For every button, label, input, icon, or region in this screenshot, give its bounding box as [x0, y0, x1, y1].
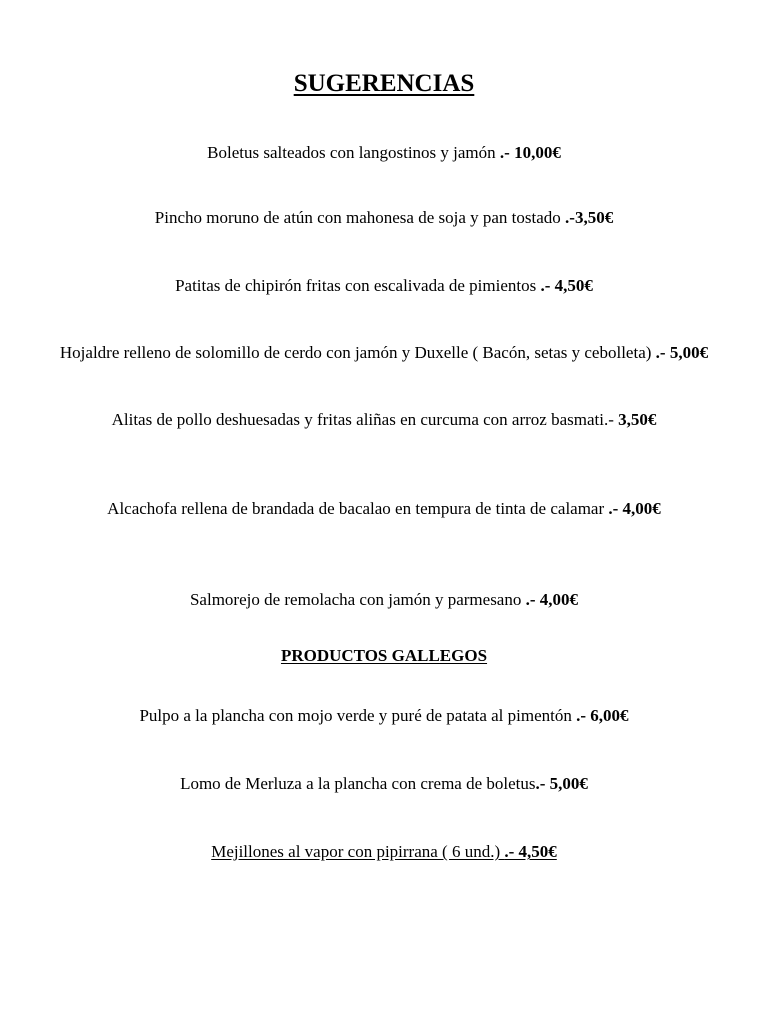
item-price: .- 4,50€	[504, 842, 557, 861]
item-description: Salmorejo de remolacha con jamón y parmesano	[189, 590, 526, 609]
item-price: .- 6,00€	[576, 706, 629, 725]
menu-item-pincho-moruno	[64, 206, 704, 229]
item-price: 3,50€	[618, 410, 657, 429]
item-price: .- 4,00€	[608, 499, 661, 518]
section-title-productos-gallegos: PRODUCTOS GALLEGOS	[280, 646, 488, 665]
item-price: .- 10,00€	[499, 143, 561, 162]
menu-item-alitas-pollo	[56, 408, 712, 431]
item-description: Boletus salteados con langostinos y jamón	[207, 143, 500, 162]
item-price: .- 5,00€	[655, 343, 709, 362]
item-description: Lomo de Merluza a la plancha con crema de boletus	[180, 774, 536, 793]
item-description: Alitas de pollo deshuesadas y fritas aliñas en curcuma con arroz basmati.-	[111, 410, 619, 429]
item-price: .- 4,00€	[525, 590, 579, 609]
menu-item-mejillones	[64, 840, 704, 863]
menu-item-alcachofa	[64, 497, 704, 520]
item-description: Pulpo a la plancha con mojo verde y puré de patata al pimentón	[139, 706, 577, 725]
item-description: Hojaldre relleno de solomillo de cerdo con jamón y Duxelle ( Bacón, setas y cebolleta)	[59, 343, 656, 362]
menu-item-patitas-chipiron	[64, 274, 704, 297]
menu-item-pulpo	[64, 704, 704, 727]
item-description: Mejillones al vapor con pipirrana ( 6 und.)	[211, 842, 505, 861]
item-description: Pincho moruno de atún con mahonesa de soja y pan tostado	[154, 208, 566, 227]
menu-item-boletus	[64, 141, 704, 164]
item-description: Patitas de chipirón fritas con escalivada de pimientos	[175, 276, 541, 295]
page-title: SUGERENCIAS	[293, 70, 475, 97]
item-description: Alcachofa rellena de brandada de bacalao en tempura de tinta de calamar	[107, 499, 609, 518]
item-price: .-3,50€	[565, 208, 614, 227]
menu-item-salmorejo	[64, 588, 704, 611]
menu-item-hojaldre	[56, 341, 712, 364]
item-price: .- 4,50€	[540, 276, 593, 295]
menu-item-merluza	[64, 772, 704, 795]
item-price: .- 5,00€	[535, 774, 588, 793]
